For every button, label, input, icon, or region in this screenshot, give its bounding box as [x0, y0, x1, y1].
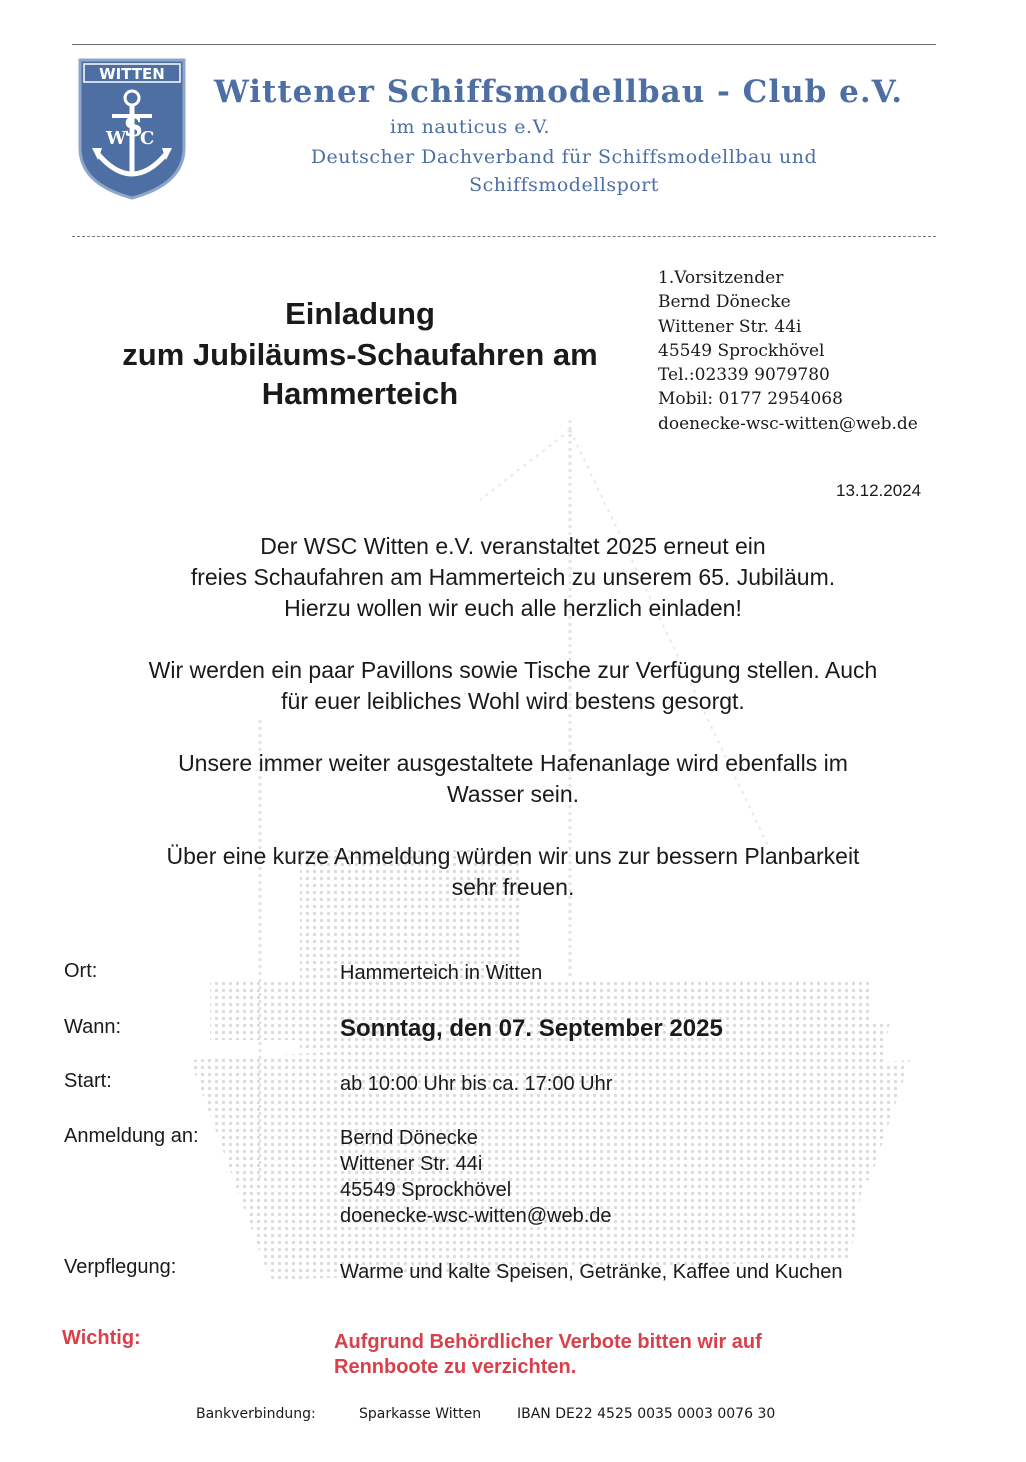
verpflegung-value: Warme und kalte Speisen, Getränke, Kaffee und Kuchen: [340, 1261, 843, 1283]
paragraph-1-line-3: Hierzu wollen wir euch alle herzlich einladen!: [284, 595, 742, 621]
wichtig-label: Wichtig:: [62, 1327, 141, 1349]
anmeldung-label: Anmeldung an:: [64, 1125, 199, 1147]
club-subtitle-1: im nauticus e.V.: [389, 116, 551, 138]
anmeldung-street: Wittener Str. 44i: [340, 1153, 483, 1175]
paragraph-1-line-1: Der WSC Witten e.V. veranstaltet 2025 erneut ein: [260, 533, 766, 559]
svg-text:W: W: [106, 128, 127, 149]
svg-text:S: S: [124, 113, 143, 143]
start-value: ab 10:00 Uhr bis ca. 17:00 Uhr: [340, 1073, 613, 1095]
club-subtitle-3: Schiffsmodellsport: [469, 174, 659, 196]
paragraph-4-line-1: Über eine kurze Anmeldung würden wir uns zur bessern Planbarkeit: [166, 843, 860, 869]
wichtig-line-1: Aufgrund Behördlicher Verbote bitten wir auf: [334, 1331, 762, 1353]
ort-label: Ort:: [64, 960, 98, 982]
ort-value: Hammerteich in Witten: [340, 962, 543, 984]
letter-date: 13.12.2024: [836, 481, 922, 500]
wann-label: Wann:: [64, 1016, 122, 1038]
club-subtitle-2: Deutscher Dachverband für Schiffsmodellbau und: [310, 146, 818, 168]
bank-label: Bankverbindung:: [196, 1406, 316, 1422]
club-name: Wittener Schiffsmodellbau - Club e.V.: [214, 74, 904, 110]
contact-mobile: Mobil: 0177 2954068: [658, 389, 843, 410]
anmeldung-email[interactable]: doenecke-wsc-witten@web.de: [340, 1205, 612, 1227]
bank-name: Sparkasse Witten: [359, 1406, 482, 1422]
contact-city: 45549 Sprockhövel: [658, 340, 825, 361]
contact-block: [658, 266, 918, 436]
paragraph-4-line-2: sehr freuen.: [451, 874, 575, 900]
contact-email[interactable]: doenecke-wsc-witten@web.de: [658, 413, 918, 434]
logo-text: WITTEN: [99, 65, 165, 83]
invite-title-line-1: Einladung: [285, 296, 435, 331]
top-rule: [72, 44, 936, 45]
header-divider: [72, 236, 936, 237]
paragraph-3-line-1: Unsere immer weiter ausgestaltete Hafenanlage wird ebenfalls im: [178, 750, 848, 776]
contact-name: Bernd Dönecke: [658, 292, 791, 313]
paragraph-2-line-2: für euer leibliches Wohl wird bestens gesorgt.: [281, 688, 745, 714]
wann-value: Sonntag, den 07. September 2025: [340, 1015, 723, 1042]
paragraph-2-line-1: Wir werden ein paar Pavillons sowie Tische zur Verfügung stellen. Auch: [148, 657, 878, 683]
invite-title-line-2: zum Jubiläums-Schaufahren am: [122, 337, 598, 372]
contact-role: 1.Vorsitzender: [658, 268, 784, 288]
contact-street: Wittener Str. 44i: [658, 316, 802, 337]
anmeldung-name: Bernd Dönecke: [340, 1127, 478, 1149]
anmeldung-city: 45549 Sprockhövel: [340, 1179, 512, 1201]
wichtig-line-2: Rennboote zu verzichten.: [334, 1356, 577, 1378]
start-label: Start:: [64, 1070, 112, 1092]
svg-text:C: C: [140, 128, 155, 149]
invite-title-line-3: Hammerteich: [261, 376, 459, 411]
contact-tel: Tel.:02339 9079780: [658, 365, 830, 386]
bank-iban: IBAN DE22 4525 0035 0003 0076 30: [517, 1406, 776, 1422]
paragraph-1-line-2: freies Schaufahren am Hammerteich zu unserem 65. Jubiläum.: [190, 564, 836, 590]
paragraph-3-line-2: Wasser sein.: [446, 781, 580, 807]
verpflegung-label: Verpflegung:: [64, 1256, 177, 1278]
